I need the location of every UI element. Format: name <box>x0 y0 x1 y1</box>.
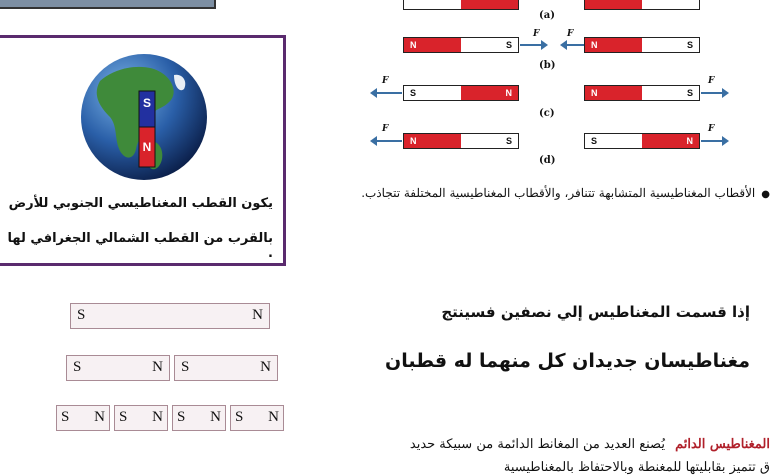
pole-s: S <box>177 409 186 425</box>
permanent-magnet-label: المغناطيس الدائم <box>675 437 770 452</box>
pole-s: S <box>591 136 598 146</box>
pole-n: N <box>410 136 417 146</box>
magnet-a-right <box>584 0 700 10</box>
force-arrow <box>376 140 402 142</box>
magnet-c-right <box>584 85 700 101</box>
quarter-magnet-2 <box>114 405 168 431</box>
pole-s: S <box>235 409 244 425</box>
force-label: F <box>708 76 715 86</box>
earth-magnet-panel <box>0 35 286 266</box>
pole-n: N <box>268 409 279 425</box>
force-arrow <box>520 44 542 46</box>
earth-caption-line2: بالقرب من القطب الشمالي الجغرافي لها . <box>7 231 273 261</box>
pole-s: S <box>77 307 86 323</box>
force-label: F <box>533 29 540 39</box>
pole-n: N <box>152 409 163 425</box>
magnet-a-left <box>403 0 519 10</box>
pole-s: S <box>181 359 190 375</box>
label-c: (c) <box>539 108 555 119</box>
pole-s: S <box>686 88 693 98</box>
force-arrow <box>566 44 584 46</box>
label-b: (b) <box>539 60 556 71</box>
pole-n: N <box>591 40 598 50</box>
globe-n-label: N <box>142 140 152 154</box>
quarter-magnet-4 <box>230 405 284 431</box>
pole-n: N <box>252 307 263 323</box>
pole-s: S <box>61 409 70 425</box>
pole-n: N <box>94 409 105 425</box>
pole-s: S <box>410 88 417 98</box>
quarter-magnet-1 <box>56 405 110 431</box>
pole-s: S <box>505 136 512 146</box>
pole-n: N <box>505 88 512 98</box>
force-label: F <box>567 29 574 39</box>
pole-s: S <box>73 359 82 375</box>
earth-caption-line1: يكون القطب المغناطيسي الجنوبي للأرض <box>8 196 273 211</box>
whole-magnet <box>70 303 270 329</box>
permanent-magnet-paragraph <box>240 437 770 452</box>
split-text-line2: مغناطيسان جديدان كل منهما له قطبان <box>385 350 750 372</box>
earth-globe-illustration <box>78 51 210 183</box>
force-arrow <box>701 92 723 94</box>
pole-n: N <box>686 136 693 146</box>
quarter-magnet-3 <box>172 405 226 431</box>
force-arrow <box>701 140 723 142</box>
pole-s: S <box>686 40 693 50</box>
force-label: F <box>708 124 715 134</box>
magnet-b-left <box>403 37 519 53</box>
force-label: F <box>382 76 389 86</box>
pole-n: N <box>260 359 271 375</box>
force-arrow <box>376 92 402 94</box>
pole-n: N <box>591 88 598 98</box>
magnet-d-right <box>584 133 700 149</box>
magnet-d-left <box>403 133 519 149</box>
half-magnet-right <box>174 355 278 381</box>
magnet-rule-text: الأقطاب المغناطيسية المتشابهة تتنافر، والأقطاب المغناطيسية المختلفة تتجاذب. <box>361 186 756 200</box>
magnet-rule-bullet: ●الأقطاب المغناطيسية المتشابهة تتنافر، والأقطاب المغناطيسية المختلفة تتجاذب. <box>361 186 770 200</box>
pole-n: N <box>152 359 163 375</box>
globe-s-label: S <box>142 96 152 110</box>
magnet-b-right <box>584 37 700 53</box>
previous-panel-edge <box>0 0 216 9</box>
split-text-line1: إذا قسمت المغناطيس إلي نصفين فسينتج <box>441 303 750 321</box>
force-label: F <box>382 124 389 134</box>
pole-s: S <box>119 409 128 425</box>
label-a: (a) <box>539 10 555 21</box>
pole-n: N <box>210 409 221 425</box>
pole-n: N <box>410 40 417 50</box>
pole-s: S <box>505 40 512 50</box>
magnet-c-left <box>403 85 519 101</box>
label-d: (d) <box>539 155 556 166</box>
half-magnet-left <box>66 355 170 381</box>
permanent-magnet-text: يُصنع العديد من المغانط الدائمة من سبيكة حديد <box>409 437 665 452</box>
permanent-magnet-cut-line: ق تتميز بقابليتها للمغنطة وبالاحتفاظ بالمغناطيسية <box>503 460 770 475</box>
